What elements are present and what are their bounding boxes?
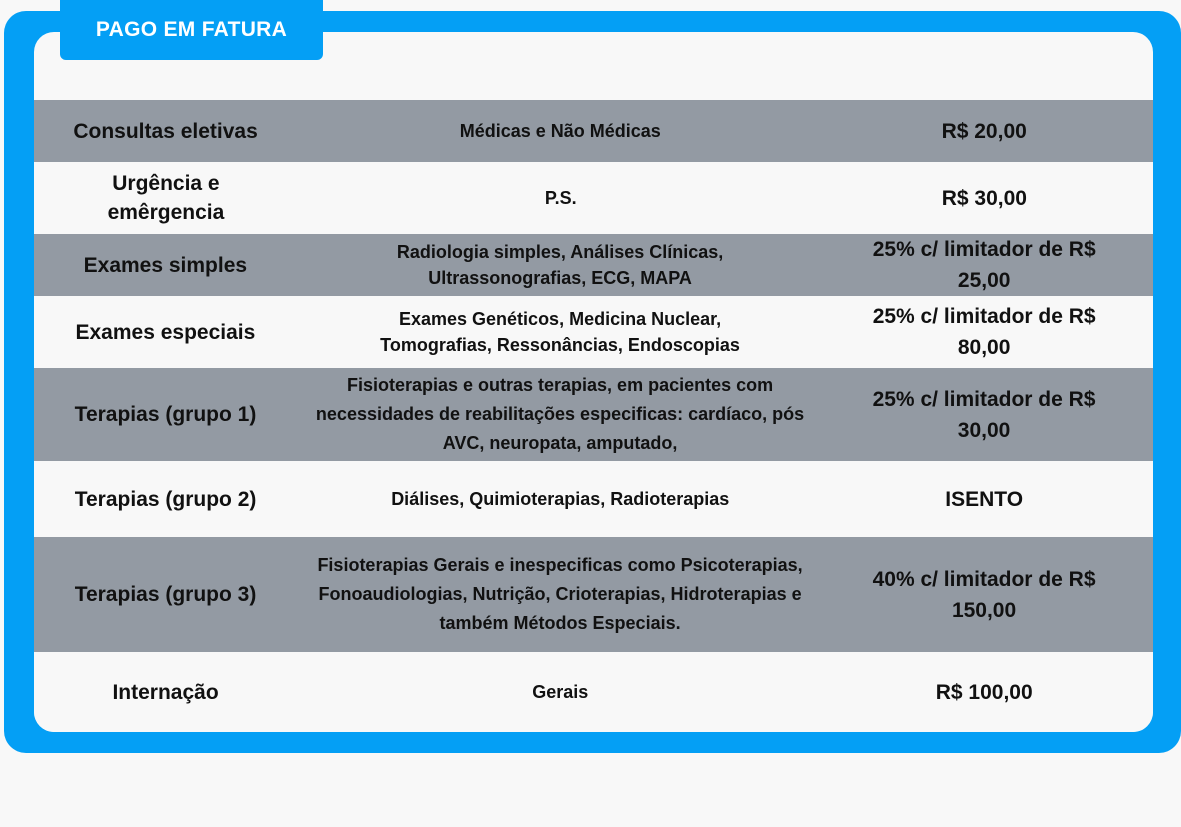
description-cell: Fisioterapias Gerais e inespecificas como Psicoterapias, Fonoaudiologias, Nutrição, Crioterapias, Hidroterapias e também Métodos Especiais. <box>317 555 803 633</box>
category-cell: Terapias (grupo 2) <box>74 487 257 511</box>
value-cell: R$ 20,00 <box>941 119 1027 143</box>
description-cell: Exames Genéticos, Medicina Nuclear, Tomografias, Ressonâncias, Endoscopias <box>380 309 740 355</box>
table-row <box>34 537 1153 652</box>
description-cell: Radiologia simples, Análises Clínicas, Ultrassonografias, ECG, MAPA <box>396 242 724 288</box>
table-row <box>34 368 1153 461</box>
table-row <box>34 162 1153 234</box>
table-row <box>34 296 1153 368</box>
category-cell: Terapias (grupo 1) <box>74 403 257 426</box>
description-cell: Diálises, Quimioterapias, Radioterapias <box>391 489 730 509</box>
category-cell: Internação <box>112 680 219 704</box>
description-cell: Médicas e Não Médicas <box>459 121 661 141</box>
description-cell: Fisioterapias e outras terapias, em pacientes com necessidades de reabilitações especificas: cardíaco, pós AVC, neuropata, amputado, <box>315 375 805 453</box>
header-tab: PAGO EM FATURA <box>60 0 323 60</box>
table-row <box>34 234 1153 296</box>
value-cell: 40% c/ limitador de R$ 150,00 <box>872 567 1096 622</box>
value-cell: R$ 30,00 <box>941 186 1027 210</box>
category-cell: Exames simples <box>83 253 248 277</box>
table-row <box>34 461 1153 537</box>
table-row <box>34 652 1153 732</box>
category-cell: Terapias (grupo 3) <box>74 583 257 606</box>
category-cell: Exames especiais <box>75 320 256 344</box>
value-cell: 25% c/ limitador de R$ 25,00 <box>872 238 1096 292</box>
description-cell: P.S. <box>544 188 577 208</box>
category-cell: Consultas eletivas <box>73 119 258 143</box>
category-cell: Urgência e emêrgencia <box>107 172 225 224</box>
description-cell: Gerais <box>532 682 589 702</box>
value-cell: R$ 100,00 <box>935 680 1033 704</box>
value-cell: 25% c/ limitador de R$ 80,00 <box>872 305 1096 359</box>
table-row <box>34 100 1153 162</box>
table-panel <box>34 32 1153 732</box>
value-cell: ISENTO <box>945 487 1024 511</box>
value-cell: 25% c/ limitador de R$ 30,00 <box>872 387 1096 442</box>
